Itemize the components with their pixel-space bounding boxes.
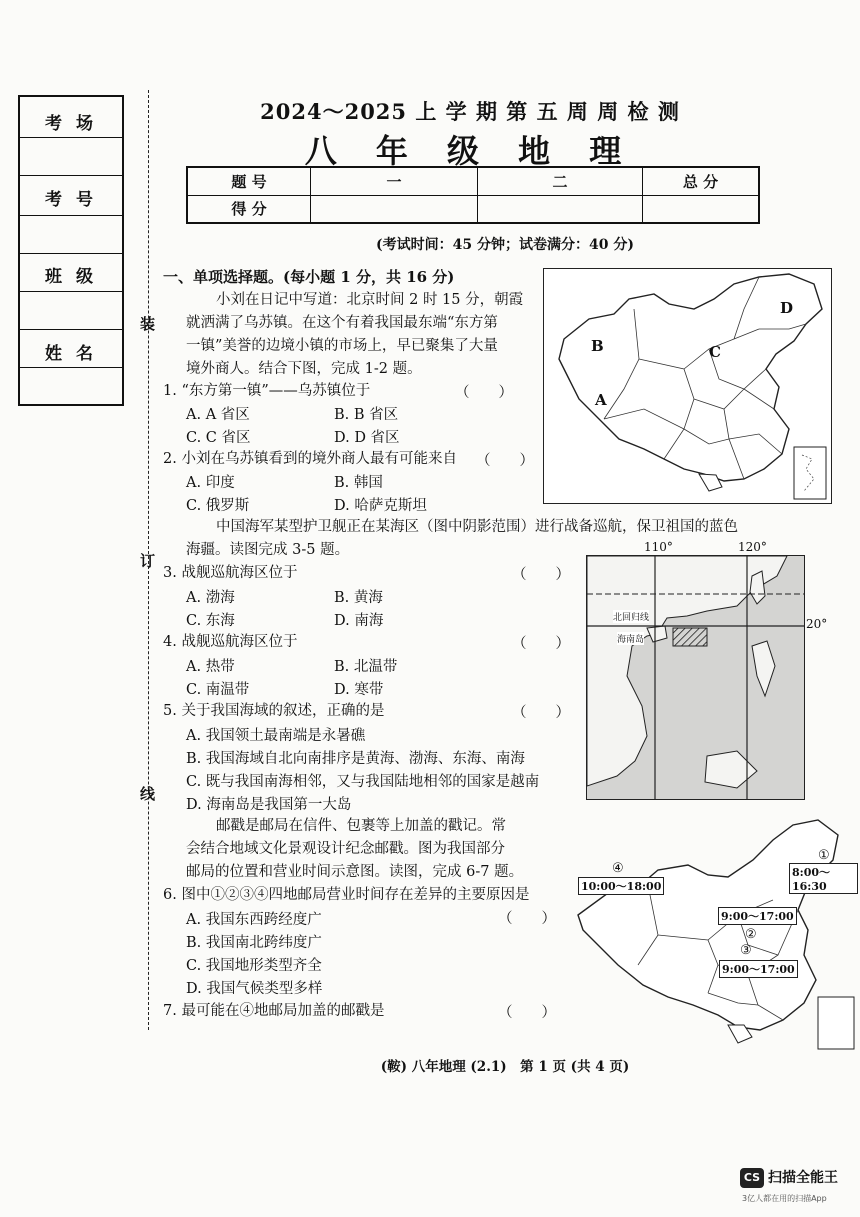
option[interactable]: B. 我国海域自北向南排序是黄海、渤海、东海、南海 xyxy=(186,751,525,767)
answer-blank[interactable]: （ ） xyxy=(498,911,556,927)
intro-line: 一镇”美誉的边境小镇的市场上，早已聚集了大量 xyxy=(186,338,498,354)
question-stem: 5. 关于我国海域的叙述，正确的是 xyxy=(163,703,385,719)
option[interactable]: D. 我国气候类型多样 xyxy=(186,981,323,997)
post-hours: 9:00～17:00 xyxy=(719,960,798,978)
question-stem: 4. 战舰巡航海区位于 xyxy=(163,634,298,650)
option[interactable]: D. D 省区 xyxy=(334,430,400,446)
table-cell: 总 分 xyxy=(643,168,759,196)
divider xyxy=(20,175,122,176)
intro-line: 就洒满了乌苏镇。在这个有着我国最东端“东方第 xyxy=(186,315,498,331)
answer-blank[interactable]: （ ） xyxy=(476,453,534,469)
table-cell: 一 xyxy=(311,168,478,196)
china-province-map xyxy=(543,268,832,504)
table-cell: 得 分 xyxy=(188,195,311,223)
option[interactable]: D. 海南岛是我国第一大岛 xyxy=(186,797,352,813)
option[interactable]: A. 印度 xyxy=(186,475,235,491)
table-cell: 题 号 xyxy=(188,168,311,196)
option[interactable]: A. A 省区 xyxy=(186,407,250,423)
post-marker: ③ xyxy=(740,943,752,958)
divider xyxy=(20,291,122,292)
longitude-label: 110° xyxy=(644,540,673,554)
post-hours: 8:00～16:30 xyxy=(789,863,858,894)
option[interactable]: C. 南温带 xyxy=(186,682,250,698)
post-marker: ① xyxy=(818,848,830,863)
score-input-cell[interactable] xyxy=(311,195,478,223)
post-marker: ④ xyxy=(612,861,624,876)
map-label-d: D xyxy=(780,299,794,317)
option[interactable]: A. 渤海 xyxy=(186,590,235,606)
divider xyxy=(20,137,122,138)
page-footer: (鞍) 八年地理 (2.1) 第 1 页 (共 4 页) xyxy=(380,1059,630,1075)
divider xyxy=(20,367,122,368)
intro-line: 境外商人。结合下图，完成 1-2 题。 xyxy=(186,361,422,377)
option[interactable]: C. 俄罗斯 xyxy=(186,498,250,514)
exam-number-label: 考 号 xyxy=(45,190,97,210)
option[interactable]: D. 寒带 xyxy=(334,682,384,698)
camscanner-logo: CS xyxy=(740,1168,764,1188)
answer-blank[interactable]: （ ） xyxy=(498,1005,556,1021)
question-stem: 3. 战舰巡航海区位于 xyxy=(163,565,298,581)
option[interactable]: A. 我国领土最南端是永暑礁 xyxy=(186,728,366,744)
answer-blank[interactable]: （ ） xyxy=(512,636,570,652)
camscanner-slogan: 3亿人都在用的扫描App xyxy=(742,1194,827,1203)
post-hours: 10:00～18:00 xyxy=(578,877,664,895)
hainan-label: 海南岛 xyxy=(617,632,644,645)
option[interactable]: C. 东海 xyxy=(186,613,235,629)
sea-map-icon xyxy=(587,556,804,799)
post-office-map xyxy=(568,815,858,1053)
map-label-a: A xyxy=(595,391,607,409)
intro-line: 海疆。读图完成 3-5 题。 xyxy=(186,542,350,558)
score-input-cell[interactable] xyxy=(643,195,759,223)
post-hours: 9:00～17:00 xyxy=(718,907,797,925)
question-stem: 2. 小刘在乌苏镇看到的境外商人最有可能来自 xyxy=(163,451,457,467)
option[interactable]: B. 北温带 xyxy=(334,659,398,675)
post-marker: ② xyxy=(745,927,757,942)
question-stem: 1. “东方第一镇”——乌苏镇位于 xyxy=(163,383,371,399)
subject-title: 八 年 级 地 理 xyxy=(304,132,636,170)
answer-blank[interactable]: （ ） xyxy=(512,705,570,721)
option[interactable]: C. 我国地形类型齐全 xyxy=(186,958,322,974)
divider xyxy=(20,253,122,254)
name-label: 姓 名 xyxy=(45,344,97,364)
option[interactable]: B. B 省区 xyxy=(334,407,399,423)
divider xyxy=(20,215,122,216)
class-label: 班 级 xyxy=(45,267,97,287)
exam-title: 2024～2025 上 学 期 第 五 周 周 检 测 xyxy=(260,99,680,124)
option[interactable]: C. 既与我国南海相邻，又与我国陆地相邻的国家是越南 xyxy=(186,774,540,790)
option[interactable]: D. 南海 xyxy=(334,613,384,629)
intro-line: 中国海军某型护卫舰正在某海区（图中阴影范围）进行战备巡航，保卫祖国的蓝色 xyxy=(216,519,738,535)
intro-line: 邮戳是邮局在信件、包裹等上加盖的戳记。常 xyxy=(216,818,506,834)
divider xyxy=(20,329,122,330)
score-table xyxy=(186,166,760,224)
exam-info: (考试时间：45 分钟；试卷满分：40 分) xyxy=(376,237,634,253)
option[interactable]: A. 我国东西跨经度广 xyxy=(186,912,322,928)
china-outline-icon xyxy=(568,815,858,1053)
table-cell: 二 xyxy=(478,168,643,196)
intro-line: 邮局的位置和营业时间示意图。读图，完成 6-7 题。 xyxy=(186,864,524,880)
latitude-label: 20° xyxy=(806,617,828,631)
intro-line: 小刘在日记中写道：北京时间 2 时 15 分，朝霞 xyxy=(216,292,524,308)
binding-char: 装 xyxy=(140,315,156,333)
answer-blank[interactable]: （ ） xyxy=(455,385,513,401)
answer-blank[interactable]: （ ） xyxy=(512,567,570,583)
tropic-label: 北回归线 xyxy=(613,610,649,623)
option[interactable]: A. 热带 xyxy=(186,659,235,675)
option[interactable]: D. 哈萨克斯坦 xyxy=(334,498,427,514)
binding-char: 订 xyxy=(140,552,156,570)
section-heading: 一、单项选择题。(每小题 1 分，共 16 分) xyxy=(163,268,455,286)
south-china-sea-map xyxy=(586,555,805,800)
intro-line: 会结合地域文化景观设计纪念邮戳。图为我国部分 xyxy=(186,841,505,857)
option[interactable]: B. 黄海 xyxy=(334,590,383,606)
score-input-cell[interactable] xyxy=(478,195,643,223)
exam-room-label: 考 场 xyxy=(45,114,97,134)
option[interactable]: C. C 省区 xyxy=(186,430,251,446)
map-label-b: B xyxy=(591,337,604,355)
option[interactable]: B. 我国南北跨纬度广 xyxy=(186,935,322,951)
question-stem: 6. 图中①②③④四地邮局营业时间存在差异的主要原因是 xyxy=(163,887,530,903)
camscanner-name: 扫描全能王 xyxy=(768,1170,838,1186)
option[interactable]: B. 韩国 xyxy=(334,475,383,491)
student-info-box xyxy=(18,95,124,406)
longitude-label: 120° xyxy=(738,540,767,554)
binding-char: 线 xyxy=(140,785,156,803)
question-stem: 7. 最可能在④地邮局加盖的邮戳是 xyxy=(163,1003,385,1019)
map-label-c: C xyxy=(709,343,721,361)
